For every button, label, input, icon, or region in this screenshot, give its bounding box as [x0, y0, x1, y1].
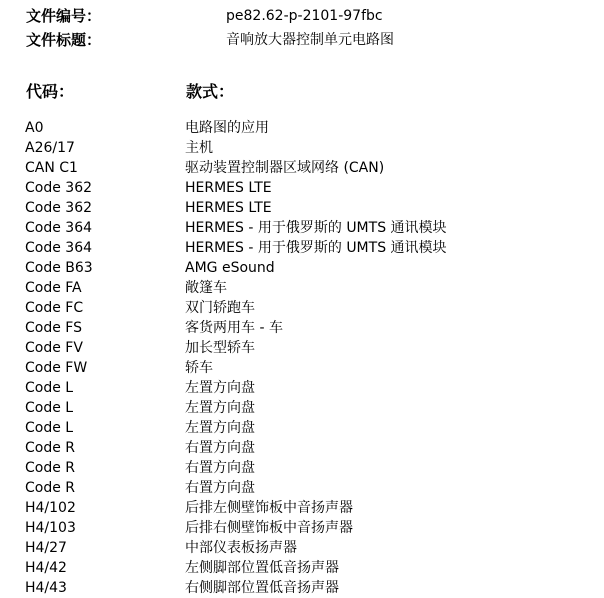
row-description: 左置方向盘 — [185, 380, 255, 396]
table-row — [0, 398, 604, 418]
row-description: 右置方向盘 — [185, 460, 255, 476]
row-code: A26/17 — [25, 140, 75, 156]
row-code: A0 — [25, 120, 44, 136]
table-row — [0, 438, 604, 458]
row-code: Code FA — [25, 280, 82, 296]
table-row — [0, 198, 604, 218]
row-description: 主机 — [185, 140, 213, 156]
file-number-label: 文件编号： — [26, 7, 102, 25]
model-column-header: 款式： — [186, 82, 235, 101]
table-row — [0, 378, 604, 398]
table-row — [0, 218, 604, 238]
table-row — [0, 478, 604, 498]
row-description: HERMES LTE — [185, 180, 272, 196]
row-description: 加长型轿车 — [185, 340, 255, 356]
table-row — [0, 238, 604, 258]
table-row — [0, 538, 604, 558]
row-code: Code R — [25, 440, 76, 456]
row-code: CAN C1 — [25, 160, 78, 176]
row-code: Code R — [25, 480, 76, 496]
row-description: 左侧脚部位置低音扬声器 — [185, 560, 339, 576]
file-title-label: 文件标题： — [26, 31, 102, 49]
table-row — [0, 278, 604, 298]
code-column-header: 代码： — [26, 82, 75, 101]
file-title-row — [26, 30, 586, 50]
row-code: Code FS — [25, 320, 82, 336]
table-row — [0, 178, 604, 198]
row-description: HERMES - 用于俄罗斯的 UMTS 通讯模块 — [185, 240, 447, 256]
row-description: HERMES - 用于俄罗斯的 UMTS 通讯模块 — [185, 220, 447, 236]
row-code: Code FC — [25, 300, 84, 316]
row-code: Code 362 — [25, 180, 93, 196]
row-code: H4/103 — [25, 520, 76, 536]
table-row — [0, 298, 604, 318]
row-description: 后排右侧壁饰板中音扬声器 — [185, 520, 353, 536]
row-description: 左置方向盘 — [185, 400, 255, 416]
table-row — [0, 458, 604, 478]
row-code: H4/42 — [25, 560, 67, 576]
row-code: Code 362 — [25, 200, 93, 216]
table-row — [0, 498, 604, 518]
file-number-value: pe82.62-p-2101-97fbc — [226, 8, 383, 24]
table-row — [0, 358, 604, 378]
file-title-value: 音响放大器控制单元电路图 — [226, 32, 394, 48]
row-code: Code B63 — [25, 260, 93, 276]
row-code: H4/27 — [25, 540, 67, 556]
row-description: 右侧脚部位置低音扬声器 — [185, 580, 339, 596]
table-row — [0, 258, 604, 278]
row-code: Code L — [25, 400, 74, 416]
row-description: 右置方向盘 — [185, 440, 255, 456]
row-description: 驱动装置控制器区域网络 (CAN) — [185, 160, 385, 176]
row-description: 客货两用车 - 车 — [185, 320, 283, 336]
row-code: Code FV — [25, 340, 83, 356]
table-row — [0, 158, 604, 178]
row-code: H4/43 — [25, 580, 67, 596]
row-description: 左置方向盘 — [185, 420, 255, 436]
row-description: 后排左侧壁饰板中音扬声器 — [185, 500, 353, 516]
row-description: 轿车 — [185, 360, 213, 376]
table-row — [0, 578, 604, 598]
row-description: HERMES LTE — [185, 200, 272, 216]
table-row — [0, 558, 604, 578]
table-row — [0, 518, 604, 538]
table-row — [0, 118, 604, 138]
row-description: 电路图的应用 — [185, 120, 269, 136]
row-description: 中部仪表板扬声器 — [185, 540, 297, 556]
code-table — [0, 118, 604, 598]
table-row — [0, 138, 604, 158]
row-code: Code FW — [25, 360, 88, 376]
row-code: H4/102 — [25, 500, 76, 516]
row-code: Code L — [25, 380, 74, 396]
row-description: 敞篷车 — [185, 280, 227, 296]
row-description: 双门轿跑车 — [185, 300, 255, 316]
row-code: Code 364 — [25, 220, 93, 236]
row-description: 右置方向盘 — [185, 480, 255, 496]
row-description: AMG eSound — [185, 260, 275, 276]
row-code: Code R — [25, 460, 76, 476]
row-code: Code L — [25, 420, 74, 436]
table-row — [0, 418, 604, 438]
row-code: Code 364 — [25, 240, 93, 256]
table-row — [0, 318, 604, 338]
table-row — [0, 338, 604, 358]
file-number-row — [26, 6, 586, 26]
